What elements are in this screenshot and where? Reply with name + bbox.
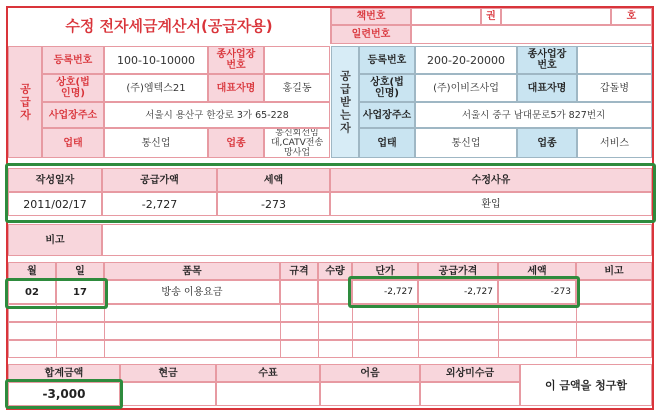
cash-label: 현금 (120, 364, 216, 382)
col-divider (418, 304, 419, 358)
supplier-ceo-value: 홍길동 (264, 74, 330, 102)
supplier-branch-value (264, 46, 330, 74)
row1-item: 방송 이용요금 (104, 280, 280, 304)
supplier-reg-value: 100-10-10000 (104, 46, 208, 74)
supplier-branch-label: 종사업장번호 (208, 46, 264, 74)
credit-label: 외상미수금 (420, 364, 520, 382)
book-no-gwon: 권 (481, 8, 501, 25)
col-tax: 세액 (498, 262, 576, 280)
remarks-label: 비고 (8, 224, 102, 256)
bill-label: 어음 (320, 364, 420, 382)
total-label: 합계금액 (8, 364, 120, 382)
book-no-label: 책번호 (331, 8, 411, 25)
date-label: 작성일자 (8, 168, 102, 192)
row1-unit-price: -2,727 (352, 280, 418, 304)
col-note: 비고 (576, 262, 652, 280)
highlight-date (5, 278, 108, 309)
col-divider (352, 304, 353, 358)
col-divider (318, 304, 319, 358)
receiver-addr-label: 사업장주소 (359, 102, 415, 128)
credit-value (420, 382, 520, 406)
supplier-biz-label: 업태 (42, 128, 104, 158)
total-value: -3,000 (8, 382, 120, 406)
row1-day: 17 (56, 280, 104, 304)
supplier-addr-value: 서울시 용산구 한강로 3가 65-228 (104, 102, 330, 128)
row1-tax: -273 (498, 280, 576, 304)
receiver-ceo-label: 대표자명 (517, 74, 577, 102)
row1-month: 02 (8, 280, 56, 304)
highlight-summary (5, 163, 656, 223)
reason-label: 수정사유 (330, 168, 652, 192)
reason-value: 환입 (330, 192, 652, 216)
receiver-addr-value: 서울시 중구 남대문로5가 827번지 (415, 102, 652, 128)
invoice-title: 수정 전자세금계산서(공급자용) (65, 16, 273, 35)
highlight-amounts (348, 276, 580, 308)
receiver-branch-label: 종사업장번호 (517, 46, 577, 74)
col-day: 일 (56, 262, 104, 280)
receiver-type-value: 서비스 (577, 128, 652, 158)
remarks-value (102, 224, 652, 256)
supplier-type-label: 업종 (208, 128, 264, 158)
receiver-side-label: 공급받는자 (331, 46, 359, 158)
receiver-biz-value: 통신업 (415, 128, 517, 158)
receiver-ceo-value: 갑돌병 (577, 74, 652, 102)
tax-total-label: 세액 (217, 168, 330, 192)
col-divider (280, 304, 281, 358)
col-divider (498, 304, 499, 358)
receiver-branch-value (577, 46, 652, 74)
book-no-gwon-value (411, 8, 481, 25)
serial-label: 일련번호 (331, 25, 411, 44)
receiver-type-label: 업종 (517, 128, 577, 158)
cash-value (120, 382, 216, 406)
book-no-ho-value (501, 8, 611, 25)
col-qty: 수량 (318, 262, 352, 280)
supplier-biz-value: 통신업 (104, 128, 208, 158)
supplier-side-label: 공급자 (8, 46, 42, 158)
receiver-reg-label: 등록번호 (359, 46, 415, 74)
serial-value (411, 25, 652, 44)
row1-qty (318, 280, 352, 304)
receiver-name-value: (주)이비즈사업 (415, 74, 517, 102)
col-item: 품목 (104, 262, 280, 280)
col-spec: 규격 (280, 262, 318, 280)
row1-note (576, 280, 652, 304)
col-divider (576, 304, 577, 358)
supplier-addr-label: 사업장주소 (42, 102, 104, 128)
row1-spec (280, 280, 318, 304)
col-month: 월 (8, 262, 56, 280)
receiver-reg-value: 200-20-20000 (415, 46, 517, 74)
col-unit-price: 단가 (352, 262, 418, 280)
receiver-biz-label: 업태 (359, 128, 415, 158)
supplier-name-value: (주)엠텍스21 (104, 74, 208, 102)
highlight-total (5, 379, 123, 409)
bill-value (320, 382, 420, 406)
supplier-ceo-label: 대표자명 (208, 74, 264, 102)
supplier-type-value: 통신회선임대,CATV전송망사업 (264, 128, 330, 158)
row1-supply: -2,727 (418, 280, 498, 304)
check-value (216, 382, 320, 406)
claim-text: 이 금액을 청구함 (520, 364, 652, 406)
receiver-name-label: 상호(법인명) (359, 74, 415, 102)
col-divider (104, 304, 105, 358)
supplier-name-label: 상호(법인명) (42, 74, 104, 102)
col-divider (56, 304, 57, 358)
tax-total-value: -273 (217, 192, 330, 216)
date-value: 2011/02/17 (8, 192, 102, 216)
check-label: 수표 (216, 364, 320, 382)
supply-total-value: -2,727 (102, 192, 217, 216)
book-no-ho: 호 (611, 8, 652, 25)
col-supply: 공급가격 (418, 262, 498, 280)
supply-total-label: 공급가액 (102, 168, 217, 192)
supplier-reg-label: 등록번호 (42, 46, 104, 74)
